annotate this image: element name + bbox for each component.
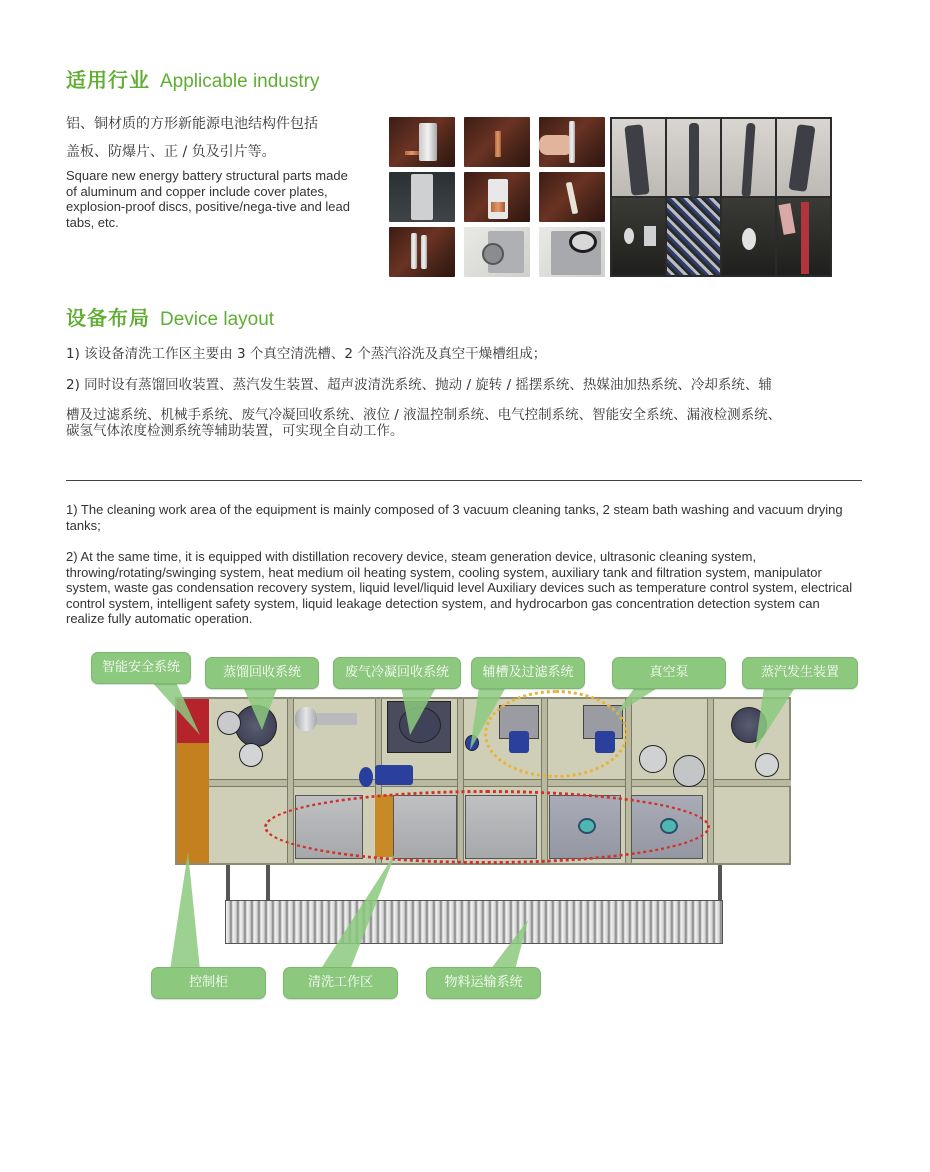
callout-distillation-recovery: 蒸馏回收系统 [205,657,319,689]
industry-desc-cn-line2: 盖板、防爆片、正 / 负及引片等。 [66,144,276,160]
photo-oval-disc [722,198,775,275]
layout-cn-item2-line3: 碳氢气体浓度检测系统等辅助装置，可实现全自动工作。 [66,423,404,439]
photo-aluminum-discs [612,198,665,275]
photo-red-strip-part [777,198,830,275]
photo-terminal-seal-ring-closeup [539,227,605,277]
industry-title-en: Applicable industry [160,71,320,92]
callout-pointers [0,640,930,1010]
equipment-layout-diagram [0,640,930,1010]
callout-control-cabinet: 控制柜 [151,967,266,999]
layout-cn-item1: 1) 该设备清洗工作区主要由 3 个真空清洗槽、2 个蒸汽浴洗及真空干燥槽组成； [66,346,547,362]
photo-copper-lead-tab [464,117,530,167]
callout-aux-tank-filtration: 辅槽及过滤系统 [471,657,585,689]
callout-intelligent-safety: 智能安全系统 [91,652,191,684]
photo-scrap-parts-pile [667,198,720,275]
industry-title-cn: 适用行业 [66,68,150,92]
parts-photo-grid [389,117,605,277]
callout-vacuum-pump: 真空泵 [612,657,726,689]
photo-black-bracket-2 [667,119,720,196]
layout-title-cn: 设备布局 [66,306,150,330]
photo-cover-plate-copper-insert [464,172,530,222]
photo-cover-plate-front [389,172,455,222]
layout-title-en: Device layout [160,309,275,330]
brackets-photo-grid [610,117,832,277]
layout-heading [66,302,274,331]
layout-en-item2: 2) At the same time, it is equipped with distillation recovery device, steam generation device, ultrasonic cleaning system, throwing/rotating/swinging system, heat medium oil heating system, cooling system, auxiliary tank and filtration system, manipulator system, waste gas condensation recovery system, liquid level/liquid level Auxiliary devices such as temperature control system, electrical control system, intelligent safety system, liquid leakage detection system, and hydrocarbon gas concentration detection system can realize fully automatic operation. [66,549,853,626]
section-divider [66,480,862,481]
photo-black-bracket-4 [777,119,830,196]
industry-desc-en: Square new energy battery structural parts made of aluminum and copper include cover plates, explosion-proof discs, positive/nega-tive and lead tabs, etc. [66,168,351,230]
callout-steam-generator: 蒸汽发生装置 [742,657,858,689]
layout-en-item1: 1) The cleaning work area of the equipment is mainly composed of 3 vacuum cleaning tanks, 2 steam bath washing and vacuum drying tanks; [66,502,843,533]
photo-aluminum-tab-pair [389,227,455,277]
photo-curved-aluminum-tab [539,172,605,222]
industry-desc-cn-line1: 铝、铜材质的方形新能源电池结构件包括 [66,116,318,132]
industry-heading [66,64,319,93]
photo-cover-plate-with-copper-tab [389,117,455,167]
callout-waste-gas-condensation: 废气冷凝回收系统 [333,657,461,689]
layout-cn-item2-line2: 槽及过滤系统、机械手系统、废气冷凝回收系统、液位 / 液温控制系统、电气控制系统、智能安全系统、漏液检测系统、 [66,407,782,423]
photo-terminal-post-closeup [464,227,530,277]
callout-cleaning-work-area: 清洗工作区 [283,967,398,999]
photo-black-bracket-1 [612,119,665,196]
layout-cn-item2-line1: 2) 同时设有蒸馏回收装置、蒸汽发生装置、超声波清洗系统、抛动 / 旋转 / 摇摆系统、热媒油加热系统、冷却系统、辅 [66,377,772,393]
industry-desc-cn [66,110,376,166]
layout-desc-cn [66,343,866,439]
callout-material-transport: 物料运输系统 [426,967,541,999]
photo-black-bracket-3 [722,119,775,196]
photo-cover-plate-in-hand [539,117,605,167]
